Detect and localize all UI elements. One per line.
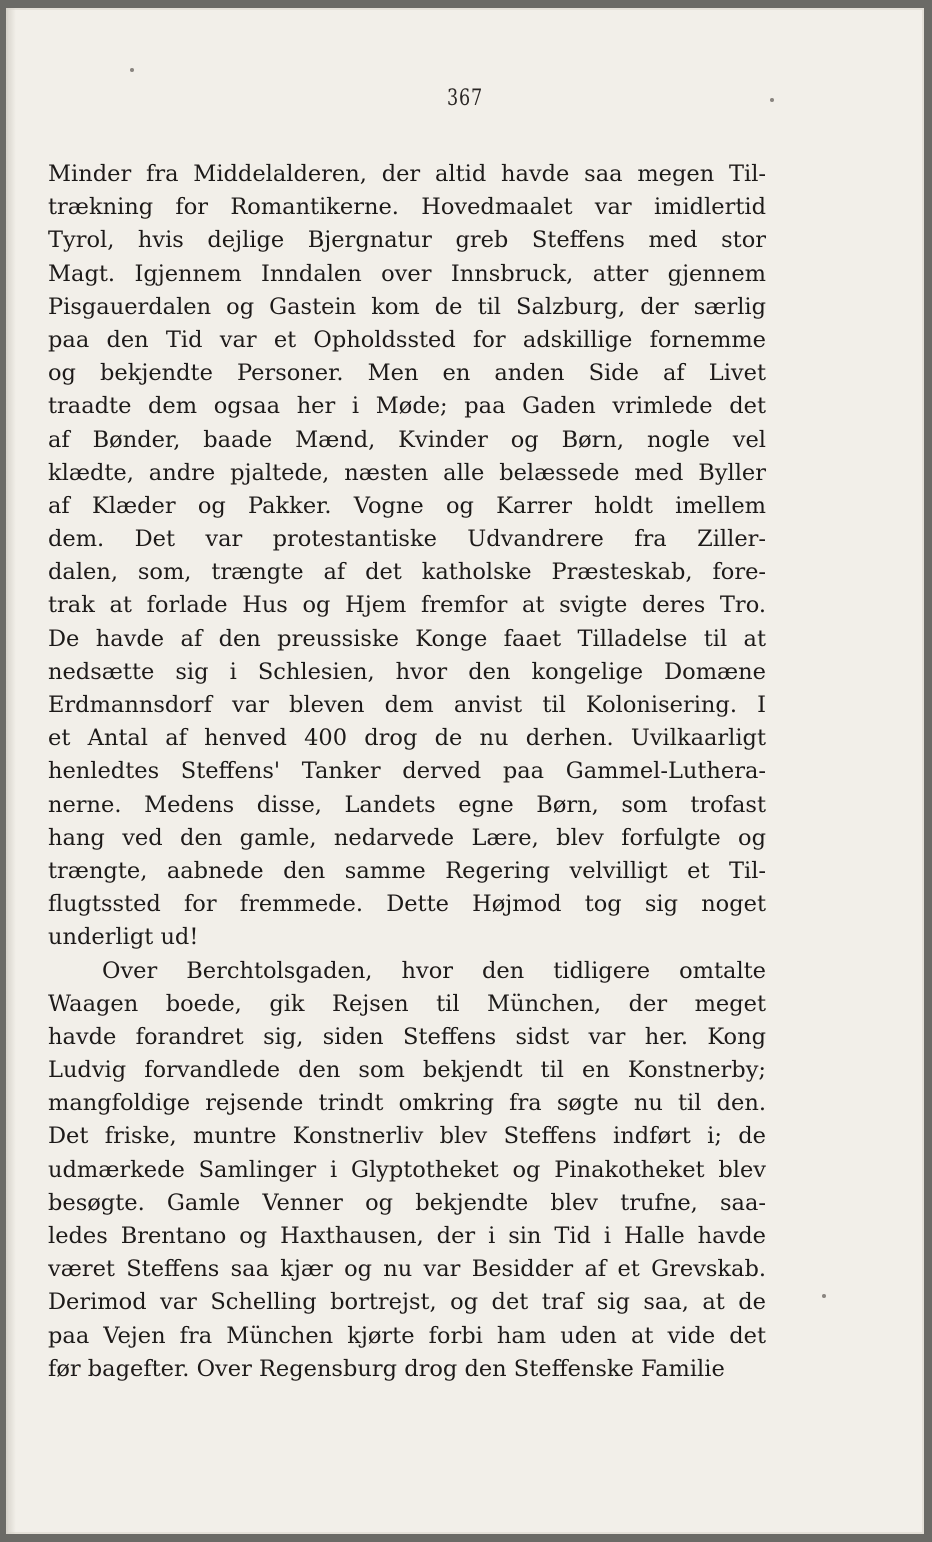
text-line: Pisgauerdalen og Gastein kom de til Salzburg, der særlig (48, 293, 766, 320)
text-line: klædte, andre pjaltede, næsten alle belæssede med Byller (48, 459, 766, 486)
text-line: trængte, aabnede den samme Regering velvilligt et Til- (48, 857, 766, 884)
text-line: besøgte. Gamle Venner og bekjendte blev trufne, saa- (48, 1189, 766, 1216)
text-line: De havde af den preussiske Konge faaet Tilladelse til at (48, 625, 766, 652)
text-line: havde forandret sig, siden Steffens sidst var her. Kong (48, 1023, 766, 1050)
text-line: og bekjendte Personer. Men en anden Side af Livet (48, 360, 766, 387)
text-line: af Bønder, baade Mænd, Kvinder og Børn, nogle vel (48, 426, 766, 453)
page-number: 367 (447, 86, 483, 111)
paragraph (48, 955, 766, 1386)
book-page (6, 8, 924, 1534)
text-line: Magt. Igjennem Inndalen over Innsbruck, atter gjennem (48, 260, 766, 287)
body-text (48, 158, 766, 1386)
text-line: Det friske, muntre Konstnerliv blev Steffens indført i; de (48, 1123, 766, 1150)
text-line: Ludvig forvandlede den som bekjendt til en Konstnerby; (48, 1057, 766, 1084)
text-line: nerne. Medens disse, Landets egne Børn, som trofast (48, 791, 766, 818)
text-line: hang ved den gamle, nedarvede Lære, blev forfulgte og (48, 824, 766, 851)
text-line: flugtssted for fremmede. Dette Højmod tog sig noget (48, 891, 766, 918)
text-line: henledtes Steffens' Tanker derved paa Gammel-Luthera- (48, 758, 766, 785)
text-line: trækning for Romantikerne. Hovedmaalet var imidlertid (48, 194, 766, 221)
text-line: Derimod var Schelling bortrejst, og det traf sig saa, at de (48, 1289, 766, 1316)
text-line: et Antal af henved 400 drog de nu derhen. Uvilkaarligt (48, 725, 766, 752)
text-line: Minder fra Middelalderen, der altid havde saa megen Til- (48, 161, 766, 187)
text-line: mangfoldige rejsende trindt omkring fra søgte nu til den. (48, 1090, 766, 1117)
text-line: udmærkede Samlinger i Glyptotheket og Pinakotheket blev (48, 1156, 766, 1183)
text-line: Erdmannsdorf var bleven dem anvist til Kolonisering. I (48, 692, 766, 718)
text-line: Over Berchtolsgaden, hvor den tidligere omtalte (102, 957, 766, 984)
text-line: paa den Tid var et Opholdssted for adskillige fornemme (48, 326, 766, 353)
ink-speck (130, 68, 134, 72)
text-line: dalen, som, trængte af det katholske Præsteskab, fore- (48, 559, 766, 586)
text-line: traadte dem ogsaa her i Møde; paa Gaden vrimlede det (48, 393, 766, 420)
text-line: været Steffens saa kjær og nu var Besidder af et Grevskab. (48, 1256, 766, 1283)
text-line: ledes Brentano og Haxthausen, der i sin Tid i Halle havde (48, 1223, 766, 1249)
text-line: Waagen boede, gik Rejsen til München, der meget (48, 990, 766, 1017)
text-line: trak at forlade Hus og Hjem fremfor at svigte deres Tro. (48, 592, 766, 619)
text-line: underligt ud! (48, 924, 199, 951)
text-line: dem. Det var protestantiske Udvandrere fra Ziller- (48, 526, 766, 553)
text-line: nedsætte sig i Schlesien, hvor den kongelige Domæne (48, 658, 766, 685)
text-line: Tyrol, hvis dejlige Bjergnatur greb Steffens med stor (48, 227, 766, 254)
text-line: før bagefter. Over Regensburg drog den Steffenske Familie (48, 1355, 725, 1382)
ink-speck (822, 1294, 826, 1298)
text-line: af Klæder og Pakker. Vogne og Karrer holdt imellem (48, 492, 766, 519)
paragraph (48, 158, 766, 955)
text-line: paa Vejen fra München kjørte forbi ham uden at vide det (48, 1322, 766, 1349)
